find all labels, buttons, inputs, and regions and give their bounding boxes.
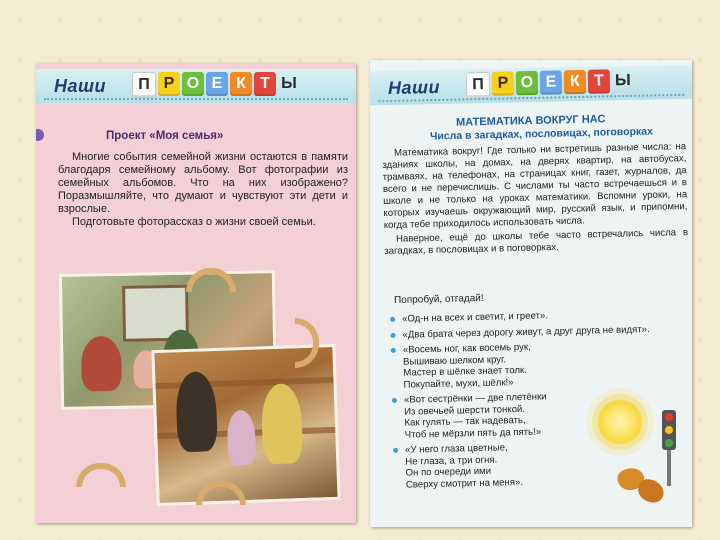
right-header-band bbox=[370, 65, 692, 106]
photo-person bbox=[226, 410, 256, 466]
left-header-letters bbox=[132, 72, 300, 98]
riddle-item bbox=[390, 388, 692, 441]
left-header-nashi: Наши bbox=[54, 76, 107, 96]
bullet-icon bbox=[393, 448, 398, 453]
letter-tile: Ы bbox=[614, 71, 631, 90]
right-page bbox=[370, 60, 692, 527]
riddle-item bbox=[389, 338, 692, 391]
letter-tile: Т bbox=[254, 72, 276, 96]
bullet-icon bbox=[390, 332, 395, 337]
photo-person bbox=[261, 383, 304, 464]
left-paragraph: Многие события семейной жизни остаются в памяти благодаря семейному альбому. Вот фотографии из семейных альбомов. Что на них изображено? Поразмышляйте, что думают и чувствуют эти дети и взрослые. bbox=[58, 151, 348, 215]
letter-tile: О bbox=[182, 72, 204, 96]
bullet-icon bbox=[392, 398, 397, 403]
traffic-light-pole bbox=[667, 450, 671, 486]
traffic-light-yellow bbox=[665, 426, 673, 434]
left-page bbox=[36, 63, 356, 523]
letter-tile: К bbox=[564, 70, 586, 94]
letter-tile: К bbox=[230, 72, 252, 96]
traffic-light-icon bbox=[662, 410, 676, 450]
letter-tile: Р bbox=[492, 71, 514, 95]
traffic-light-red bbox=[665, 413, 673, 421]
section-subtitle: Числа в загадках, пословицах, поговорках bbox=[429, 125, 654, 143]
riddle-list bbox=[388, 307, 692, 495]
bullet-icon bbox=[390, 317, 395, 322]
decorative-arc bbox=[76, 463, 126, 487]
right-paragraph: Наверное, ещё до школы тебе часто встречались числа в загадках, в пословицах и в поговорках. bbox=[384, 227, 689, 257]
riddle-text: «Два брата через дорогу живут, а друг друга не видят». bbox=[402, 323, 650, 341]
section-title: МАТЕМАТИКА ВОКРУГ НАС bbox=[455, 113, 606, 129]
letter-tile: П bbox=[132, 72, 156, 98]
riddle-text: «Вот сестрёнки — две плетёнки Из овечьей шерсти тонкой. Как гулять — так надевать, Чтоб не мёрзли пять да пять!» bbox=[403, 391, 547, 441]
right-header-nashi: Наши bbox=[387, 76, 441, 98]
photo-person bbox=[81, 336, 122, 392]
right-header-letters bbox=[466, 69, 635, 99]
section-marker-icon bbox=[36, 129, 44, 141]
family-photo-porch bbox=[151, 344, 340, 506]
right-body-text bbox=[382, 141, 688, 260]
riddle-text: «У него глаза цветные, Не глаза, а три огня. Он по очереди ими Сверху смотрит на меня». bbox=[404, 442, 524, 491]
left-body-text bbox=[58, 151, 348, 229]
riddle-text: «Восемь ног, как восемь рук, Вышиваю шелком круг. Мастер в шёлке знает толк. Покупайте, мухи, шёлк!» bbox=[402, 341, 531, 391]
right-paragraph: Математика вокруг! Где только ни встретишь разные числа: на зданиях школы, на домах, на дверях квартир, на автобусах, трамваях, на телефонах, на страницах книг, газет, журналов, да всего и не перечислишь. С числами ты часто встречаешься и в школе и не только на уроках математики. Вспомни уроки, на которых изучаешь окружающий мир, русский язык, и припомни, когда тебе приходилось использовать числа. bbox=[382, 141, 688, 231]
riddle-prompt: Попробуй, отгадай! bbox=[393, 292, 484, 307]
letter-tile: Е bbox=[540, 70, 562, 94]
header-dotted-line bbox=[44, 98, 348, 100]
riddle-text: «Од-н на всех и светит, и греет». bbox=[401, 310, 549, 325]
letter-tile: Т bbox=[588, 69, 610, 93]
letter-tile: Ы bbox=[281, 75, 297, 92]
sun-illustration-icon bbox=[598, 400, 642, 444]
left-paragraph: Подготовьте фоторассказ о жизни своей семьи. bbox=[72, 216, 316, 228]
left-header-band bbox=[36, 69, 356, 103]
letter-tile: Е bbox=[206, 72, 228, 96]
letter-tile: Р bbox=[158, 72, 180, 96]
traffic-light-green bbox=[665, 439, 673, 447]
letter-tile: П bbox=[466, 72, 491, 98]
letter-tile: О bbox=[516, 71, 538, 95]
bullet-icon bbox=[391, 348, 396, 353]
project-title: Проект «Моя семья» bbox=[106, 130, 224, 142]
